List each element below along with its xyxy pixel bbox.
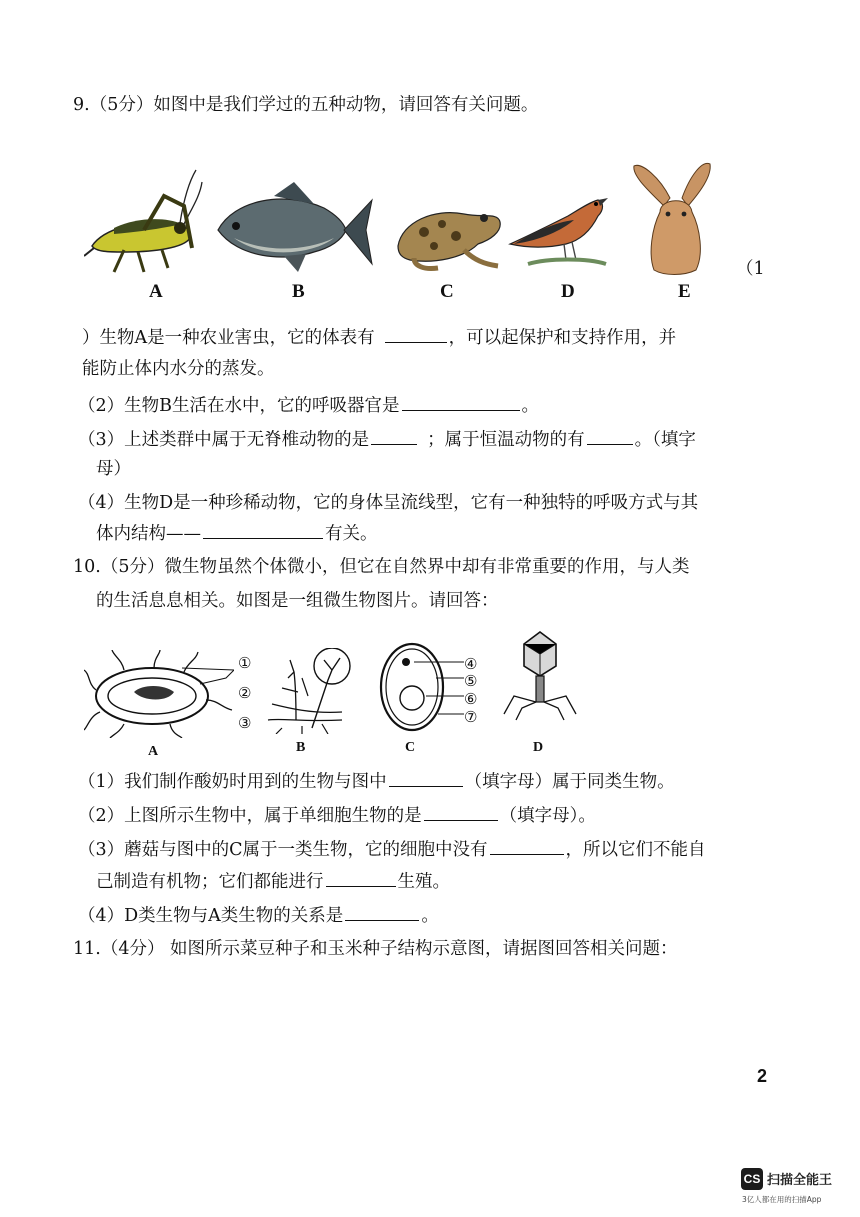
marker-1: ①: [238, 654, 252, 672]
q10-sub1: （1）我们制作酸奶时用到的生物与图中 （填字母）属于同类生物。: [78, 768, 675, 795]
yeast-cell-diagram: [378, 640, 468, 734]
q11-header: 11.（4分） 如图所示菜豆种子和玉米种子结构示意图，请据图回答相关问题：: [73, 939, 678, 959]
q10-sub2: （2）上图所示生物中，属于单细胞生物的是 （填字母）。: [78, 802, 596, 829]
q9-sub1-line1: ）生物A是一种农业害虫，它的体表有 ，可以起保护和支持作用，并: [82, 324, 676, 351]
microbe-label-b: B: [296, 740, 306, 755]
answer-blank-q9-3b[interactable]: [587, 426, 633, 445]
fish-illustration: [214, 182, 374, 272]
camscanner-logo-icon: CS: [741, 1168, 763, 1190]
q9-sub3-line2: 母）: [96, 459, 131, 479]
q9-sub1-line2: 能防止体内水分的蒸发。: [82, 359, 275, 379]
answer-blank-q9-3a[interactable]: [371, 426, 417, 445]
animal-label-a: A: [149, 281, 163, 302]
q9-sub4-line1: （4）生物D是一种珍稀动物，它的身体呈流线型，它有一种独特的呼吸方式与其: [78, 493, 699, 513]
watermark-app-name: 扫描全能王: [767, 1173, 833, 1188]
grasshopper-illustration: [84, 168, 204, 278]
answer-blank-q9-1[interactable]: [385, 324, 447, 343]
q9-sub3-line1: （3）上述类群中属于无脊椎动物的是 ；属于恒温动物的有 。（填字: [78, 426, 696, 453]
mold-diagram: [262, 648, 362, 734]
q9-header: 9.（5分）如图中是我们学过的五种动物，请回答有关问题。: [73, 95, 539, 115]
microbe-label-c: C: [405, 740, 416, 755]
q10-sub3-line2: 己制造有机物；它们都能进行 生殖。: [96, 868, 450, 895]
bird-illustration: [508, 186, 608, 270]
marker-6: ⑥: [464, 690, 478, 708]
q10-header-line2: 的生活息息相关。如图是一组微生物图片。请回答：: [96, 591, 499, 611]
answer-blank-q10-4[interactable]: [345, 902, 419, 921]
marker-2: ②: [238, 684, 252, 702]
q9-sub1-number-start: （1: [736, 259, 765, 279]
answer-blank-q10-1[interactable]: [389, 768, 463, 787]
q10-sub3-line1: （3）蘑菇与图中的C属于一类生物，它的细胞中没有 ，所以它们不能自: [78, 836, 706, 863]
watermark-tagline: 3亿人都在用的扫描App: [742, 1195, 822, 1204]
page-number: 2: [757, 1066, 768, 1086]
marker-3: ③: [238, 714, 252, 732]
scanner-watermark: [741, 1168, 851, 1208]
q10-sub4: （4）D类生物与A类生物的关系是 。: [78, 902, 439, 929]
bacteriophage-diagram: [500, 630, 580, 722]
animal-label-d: D: [561, 281, 575, 302]
q9-sub4-line2: 体内结构—— 有关。: [96, 520, 378, 547]
marker-5: ⑤: [464, 672, 478, 690]
marker-7: ⑦: [464, 708, 478, 726]
answer-blank-q9-2[interactable]: [402, 392, 520, 411]
frog-illustration: [394, 200, 504, 272]
q10-header-line1: 10.（5分）微生物虽然个体微小，但它在自然界中却有非常重要的作用，与人类: [73, 557, 690, 577]
marker-4: ④: [464, 655, 478, 673]
answer-blank-q10-3b[interactable]: [326, 868, 396, 887]
animal-label-c: C: [440, 281, 454, 302]
q9-sub2: （2）生物B生活在水中，它的呼吸器官是 。: [78, 392, 539, 419]
animal-label-b: B: [292, 281, 305, 302]
answer-blank-q10-2[interactable]: [424, 802, 498, 821]
microbe-label-a: A: [148, 744, 159, 759]
rabbit-illustration: [630, 158, 720, 276]
answer-blank-q10-3a[interactable]: [490, 836, 564, 855]
animal-label-e: E: [678, 281, 691, 302]
answer-blank-q9-4[interactable]: [203, 520, 323, 539]
microbe-label-d: D: [533, 740, 544, 755]
bacterium-diagram: [84, 650, 234, 738]
